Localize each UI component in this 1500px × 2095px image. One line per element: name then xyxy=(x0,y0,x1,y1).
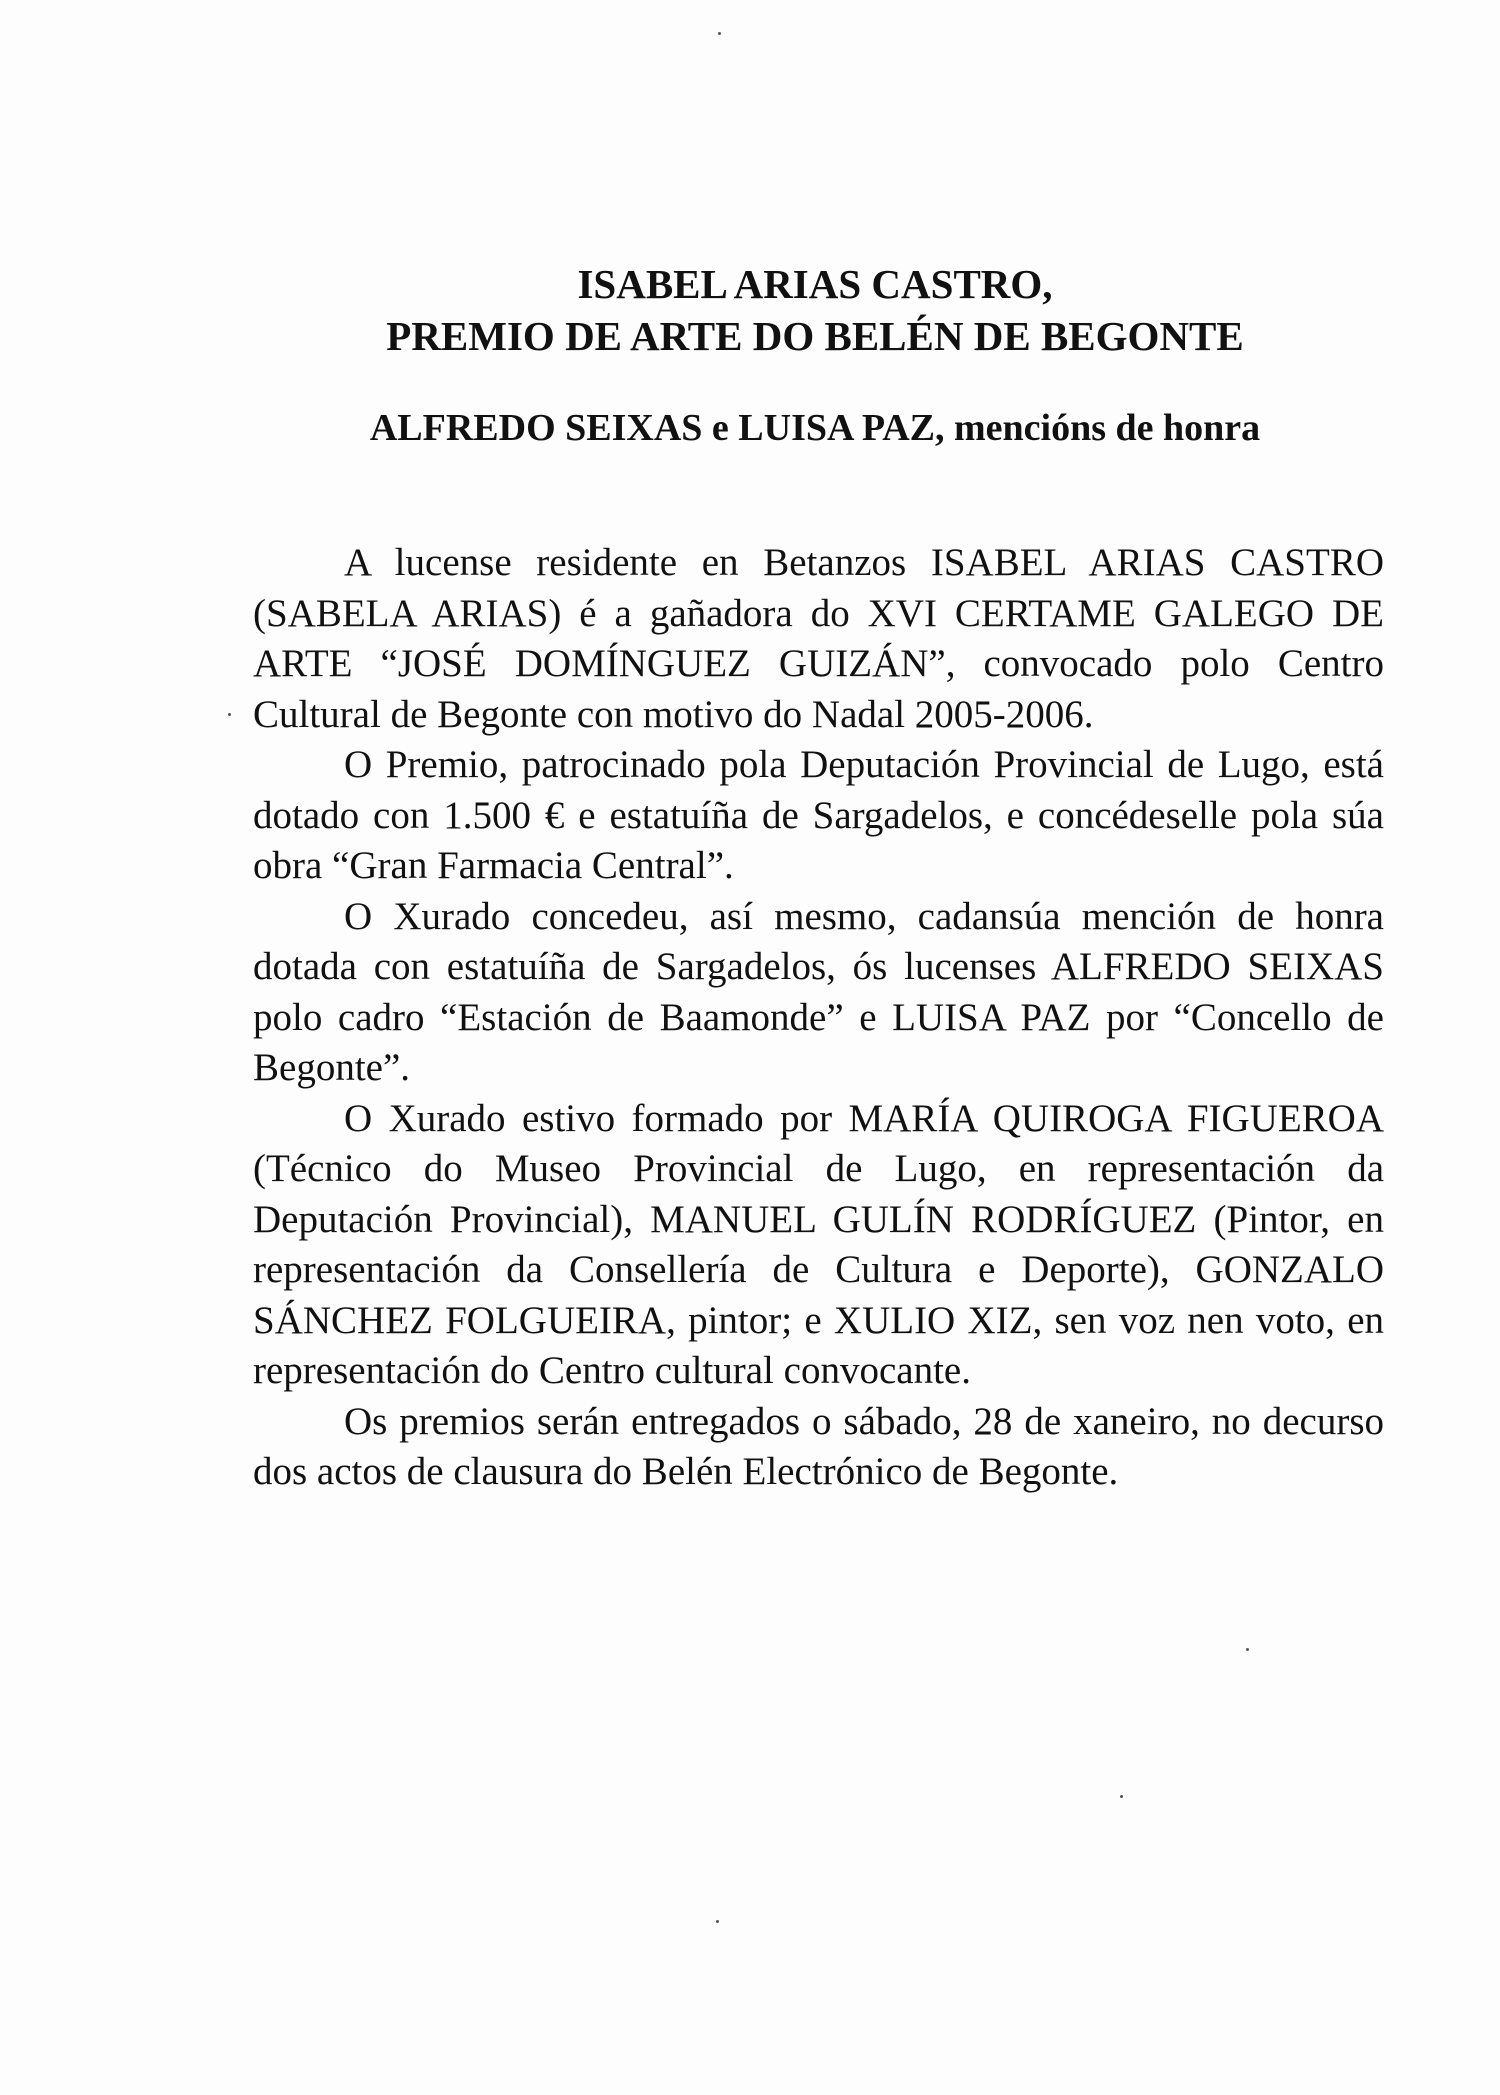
title-line-2: PREMIO DE ARTE DO BELÉN DE BEGONTE xyxy=(386,313,1244,359)
paragraph-jury: O Xurado estivo formado por MARÍA QUIROGA FIGUEROA (Técnico do Museo Provincial de Lugo, en representación da Deputación Provincial), MANUEL GULÍN RODRÍGUEZ (Pintor, en representación da Consellería de Cultura e Deporte), GONZALO SÁNCHEZ FOLGUEIRA, pintor; e XULIO XIZ, sen voz nen voto, en representación do Centro cultural convocante. xyxy=(253,1096,1384,1392)
scan-speck xyxy=(718,32,721,35)
scan-speck xyxy=(1120,1795,1123,1798)
paragraph-award-ceremony: Os premios serán entregados o sábado, 28 de xaneiro, no decurso dos actos de clausura do Belén Electrónico de Begonte. xyxy=(253,1399,1384,1493)
scan-speck xyxy=(716,1920,719,1923)
paragraph-prize: O Premio, patrocinado pola Deputación Provincial de Lugo, está dotado con 1.500 € e estatuíña de Sargadelos, e concédeselle pola súa obra “Gran Farmacia Central”. xyxy=(253,743,1384,887)
paragraph-honorable-mentions: O Xurado concedeu, así mesmo, cadansúa mención de honra dotada con estatuíña de Sargadelos, ós lucenses ALFREDO SEIXAS polo cadro “Estación de Baamonde” e LUISA PAZ por “Concello de Begonte”. xyxy=(253,894,1384,1089)
document-title xyxy=(250,258,1380,362)
paragraph-winner: A lucense residente en Betanzos ISABEL ARIAS CASTRO (SABELA ARIAS) é a gañadora do XVI CERTAME GALEGO DE ARTE “JOSÉ DOMÍNGUEZ GUIZÁN”, convocado polo Centro Cultural de Begonte con motivo do Nadal 2005-2006. xyxy=(253,541,1384,736)
scan-speck xyxy=(228,713,231,716)
document-subtitle: ALFREDO SEIXAS e LUISA PAZ, mencións de honra xyxy=(369,407,1261,449)
title-line-1: ISABEL ARIAS CASTRO, xyxy=(577,261,1053,307)
scan-speck xyxy=(1246,1648,1249,1651)
document-body xyxy=(253,538,1384,1498)
